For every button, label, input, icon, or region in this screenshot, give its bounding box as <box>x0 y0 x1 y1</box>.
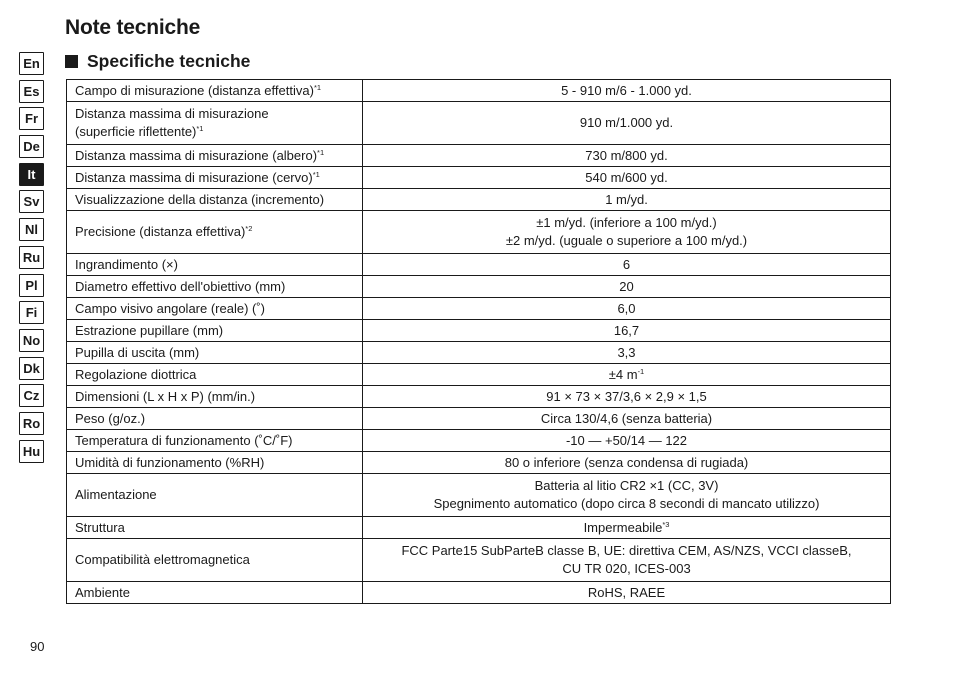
language-tab-fi[interactable]: Fi <box>19 301 44 324</box>
table-row <box>67 430 891 452</box>
cell-text-line: 910 m/1.000 yd. <box>579 115 674 130</box>
spec-value <box>363 386 891 408</box>
cell-text-line: Peso (g/oz.) <box>75 410 146 426</box>
cell-text-line: CU TR 020, ICES-003 <box>562 561 691 576</box>
table-row <box>67 189 891 211</box>
cell-text-line: Batteria al litio CR2 ×1 (CC, 3V) <box>534 478 719 493</box>
language-tab-cz[interactable]: Cz <box>19 384 44 407</box>
spec-label <box>67 254 363 276</box>
language-tab-no[interactable]: No <box>19 329 44 352</box>
language-tabs <box>19 52 44 467</box>
language-tab-ro[interactable]: Ro <box>19 412 44 435</box>
cell-text-line: Regolazione diottrica <box>75 366 197 382</box>
cell-text-line: Distanza massima di misurazione <box>75 106 269 121</box>
spec-label <box>67 539 363 582</box>
cell-text-line: Diametro effettivo dell'obiettivo (mm) <box>75 278 286 294</box>
table-row <box>67 539 891 582</box>
cell-text-line: Struttura <box>75 519 125 535</box>
cell-text-line: Distanza massima di misurazione (albero) <box>75 147 318 163</box>
spec-value <box>363 320 891 342</box>
cell-text-line: 6 <box>622 256 631 272</box>
spec-value <box>363 145 891 167</box>
table-row <box>67 211 891 254</box>
footnote-marker: *1 <box>196 124 204 133</box>
footnote-marker: *1 <box>313 82 322 92</box>
cell-text-line: ±1 m/yd. (inferiore a 100 m/yd.) <box>536 215 717 230</box>
cell-text-line: 1 m/yd. <box>605 191 648 207</box>
spec-value <box>363 254 891 276</box>
cell-text-line: Alimentazione <box>75 487 157 502</box>
cell-text-line: Ambiente <box>75 584 130 600</box>
footnote-marker: -1 <box>637 366 645 376</box>
table-row <box>67 145 891 167</box>
table-row <box>67 320 891 342</box>
page-title: Note tecniche <box>65 16 201 39</box>
spec-label <box>67 189 363 211</box>
cell-text-line: Umidità di funzionamento (%RH) <box>75 454 265 470</box>
table-row <box>67 80 891 102</box>
spec-value <box>363 80 891 102</box>
footnote-marker: *1 <box>312 169 320 179</box>
spec-label <box>67 364 363 386</box>
table-row <box>67 517 891 539</box>
language-tab-sv[interactable]: Sv <box>19 190 44 213</box>
cell-text-line: 540 m/600 yd. <box>585 169 668 185</box>
spec-value <box>363 276 891 298</box>
table-row <box>67 102 891 145</box>
cell-text-line: Compatibilità elettromagnetica <box>75 552 250 567</box>
cell-text-line: ±2 m/yd. (uguale o superiore a 100 m/yd.) <box>505 233 748 248</box>
table-row <box>67 167 891 189</box>
cell-text-line: 730 m/800 yd. <box>585 147 668 163</box>
spec-value <box>363 298 891 320</box>
language-tab-de[interactable]: De <box>19 135 44 158</box>
spec-value <box>363 582 891 604</box>
language-tab-fr[interactable]: Fr <box>19 107 44 130</box>
table-row <box>67 386 891 408</box>
footnote-marker: *1 <box>317 147 325 157</box>
cell-text-line: Visualizzazione della distanza (incremento) <box>75 191 325 207</box>
specifications-table <box>66 79 891 604</box>
spec-label <box>67 474 363 517</box>
cell-text-line: Distanza massima di misurazione (cervo) <box>75 169 313 185</box>
cell-text-line: 3,3 <box>617 344 636 360</box>
spec-value <box>363 408 891 430</box>
spec-value <box>363 211 891 254</box>
spec-value <box>363 102 891 145</box>
cell-text-line: Circa 130/4,6 (senza batteria) <box>540 410 713 426</box>
spec-label <box>67 452 363 474</box>
cell-text-line: 6,0 <box>617 300 636 316</box>
cell-text-line: 80 o inferiore (senza condensa di rugiada) <box>504 454 749 470</box>
cell-text-line: Estrazione pupillare (mm) <box>75 322 224 338</box>
language-tab-pl[interactable]: Pl <box>19 274 44 297</box>
spec-value <box>363 517 891 539</box>
section-title: Specifiche tecniche <box>87 51 251 71</box>
table-row <box>67 452 891 474</box>
spec-value <box>363 539 891 582</box>
language-tab-it[interactable]: It <box>19 163 44 186</box>
spec-label <box>67 145 363 167</box>
language-tab-en[interactable]: En <box>19 52 44 75</box>
spec-label <box>67 211 363 254</box>
spec-value <box>363 189 891 211</box>
spec-value <box>363 167 891 189</box>
section-heading <box>65 51 250 72</box>
spec-value <box>363 342 891 364</box>
square-bullet-icon <box>65 55 78 68</box>
cell-text-line: (superficie riflettente) <box>75 124 197 139</box>
spec-label <box>67 517 363 539</box>
spec-label <box>67 102 363 145</box>
spec-label <box>67 582 363 604</box>
spec-label <box>67 167 363 189</box>
table-row <box>67 298 891 320</box>
footnote-marker: *3 <box>662 519 670 529</box>
cell-text-line: ±4 m <box>608 366 638 382</box>
table-row <box>67 276 891 298</box>
cell-text-line: Temperatura di funzionamento (˚C/˚F) <box>75 432 293 448</box>
spec-label <box>67 320 363 342</box>
table-row <box>67 254 891 276</box>
language-tab-ru[interactable]: Ru <box>19 246 44 269</box>
spec-label <box>67 342 363 364</box>
page-number: 90 <box>30 639 45 654</box>
spec-value <box>363 430 891 452</box>
spec-label <box>67 276 363 298</box>
cell-text-line: Campo di misurazione (distanza effettiva) <box>75 82 314 98</box>
cell-text-line: Spegnimento automatico (dopo circa 8 secondi di mancato utilizzo) <box>433 496 820 511</box>
cell-text-line: 91 × 73 × 37/3,6 × 2,9 × 1,5 <box>546 388 707 404</box>
table-row <box>67 342 891 364</box>
spec-label <box>67 430 363 452</box>
language-tab-nl[interactable]: Nl <box>19 218 44 241</box>
table-row <box>67 408 891 430</box>
table-row <box>67 474 891 517</box>
spec-value <box>363 452 891 474</box>
language-tab-es[interactable]: Es <box>19 80 44 103</box>
cell-text-line: Pupilla di uscita (mm) <box>75 344 200 360</box>
cell-text-line: Campo visivo angolare (reale) (˚) <box>75 300 266 316</box>
cell-text-line: Impermeabile <box>583 519 663 535</box>
footnote-marker: *2 <box>245 224 253 233</box>
spec-value <box>363 364 891 386</box>
spec-label <box>67 298 363 320</box>
cell-text-line: -10 — +50/14 — 122 <box>565 432 688 448</box>
spec-label <box>67 408 363 430</box>
cell-text-line: 20 <box>619 278 634 294</box>
cell-text-line: 16,7 <box>613 322 640 338</box>
cell-text-line: Dimensioni (L x H x P) (mm/in.) <box>75 388 256 404</box>
cell-text-line: RoHS, RAEE <box>587 584 666 600</box>
table-row <box>67 364 891 386</box>
cell-text-line: 5 - 910 m/6 - 1.000 yd. <box>561 82 692 98</box>
table-row <box>67 582 891 604</box>
language-tab-hu[interactable]: Hu <box>19 440 44 463</box>
spec-label <box>67 80 363 102</box>
cell-text-line: Precisione (distanza effettiva) <box>75 224 246 239</box>
spec-label <box>67 386 363 408</box>
language-tab-dk[interactable]: Dk <box>19 357 44 380</box>
cell-text-line: FCC Parte15 SubParteB classe B, UE: direttiva CEM, AS/NZS, VCCI classeB, <box>401 543 852 558</box>
spec-value <box>363 474 891 517</box>
cell-text-line: Ingrandimento (×) <box>75 256 178 272</box>
